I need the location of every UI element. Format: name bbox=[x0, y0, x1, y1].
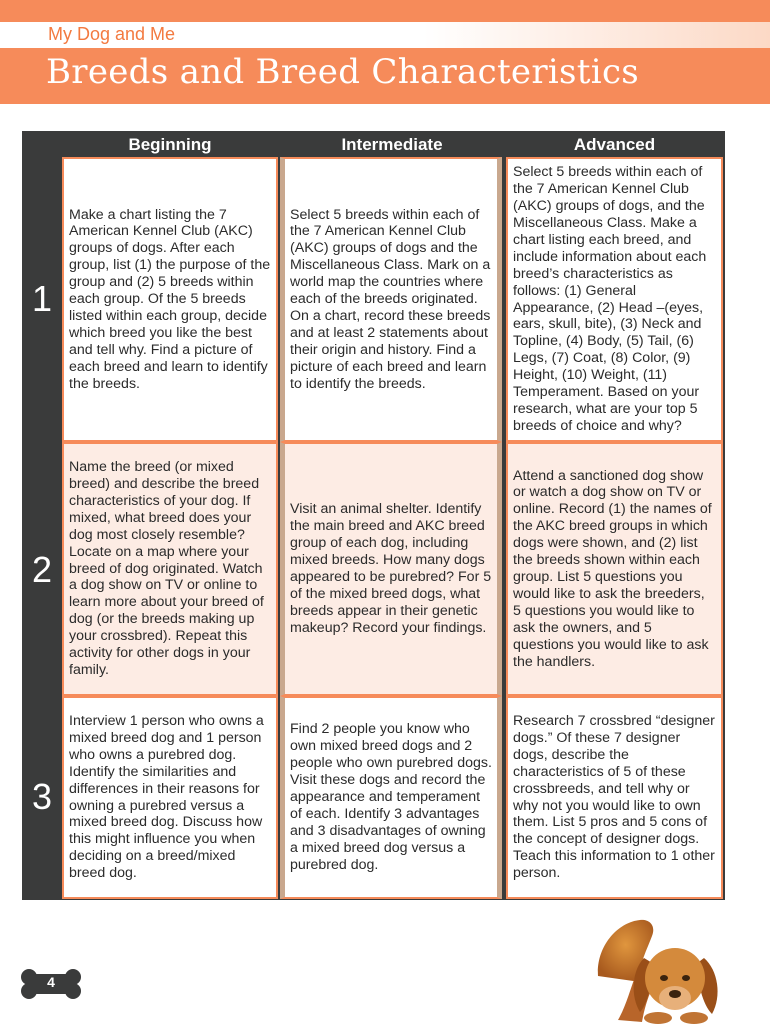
table-cell: Interview 1 person who owns a mixed breed dog and 1 person who owns a purebred dog. Identify the similarities and differences in their reasons for owning a purebred versus a mixed breed dog. Discuss how this might influence you when deciding on a breed/mixed breed dog. bbox=[62, 696, 278, 899]
table-cell: Attend a sanctioned dog show or watch a dog show on TV or online. Record (1) the names of the AKC breed groups in which dogs were shown, and (2) list the breeds shown within each group. List 5 questions you would like to ask the breeders, 5 questions you would like to ask the owners, and 5 questions you would like to ask the handlers. bbox=[506, 442, 723, 696]
row-number: 1 bbox=[31, 278, 53, 319]
header-top-strip bbox=[0, 0, 770, 22]
column-header-advanced: Advanced bbox=[573, 135, 656, 154]
row-number: 3 bbox=[31, 776, 53, 817]
table-cell: Select 5 breeds within each of the 7 American Kennel Club (AKC) groups of dogs and the Miscellaneous Class. Mark on a world map the countries where each of the breeds originated. On a chart, record these breeds and at least 2 statements about their origin and history. Find a picture of each breed and learn to identify the breeds. bbox=[280, 157, 502, 442]
table-cell: Visit an animal shelter. Identify the main breed and AKC breed group of each dog, including mixed breeds. How many dogs appeared to be purebred? For 5 of the mixed breed dogs, what breeds appear in their genetic makeup? Record your findings. bbox=[280, 442, 502, 696]
table-cell: Name the breed (or mixed breed) and describe the breed characteristics of your dog. If mixed, what breed does your dog most closely resemble? Locate on a map where your breed of dog originated. Watch a dog show on TV or online to learn more about your breed of dog (or the breeds making up your crossbred). Repeat this activity for other dogs in your family. bbox=[62, 442, 278, 696]
row-number: 2 bbox=[31, 549, 53, 590]
section-subtitle: My Dog and Me bbox=[48, 24, 176, 44]
table-cell: Research 7 crossbred “designer dogs.” Of these 7 designer dogs, describe the characteristics of 5 of these crossbreeds, and tell why or why not you would like to own them. List 5 pros and 5 cons of the concept of designer dogs. Teach this information to 1 other person. bbox=[506, 696, 723, 899]
table-cell: Select 5 breeds within each of the 7 American Kennel Club (AKC) groups of dogs, and the Miscellaneous Class. Make a chart listing each breed, and include information about each breed’s characteristics as follows: (1) General Appearance, (2) Head –(eyes, ears, skull, bite), (3) Neck and Topline, (4) Body, (5) Tail, (6) Legs, (7) Coat, (8) Color, (9) Height, (10) Weight, (11) Temperament. Based on your research, what are your top 5 breeds of choice and why? bbox=[506, 157, 723, 442]
column-header-intermediate: Intermediate bbox=[341, 135, 443, 154]
table-cell: Find 2 people you know who own mixed breed dogs and 2 people who own purebred dogs. Visit these dogs and record the appearance and temperament of each. Identify 3 advantages and 3 disadvantages of owning a mixed breed dog versus a purebred dog. bbox=[280, 696, 502, 899]
table-cell: Make a chart listing the 7 American Kennel Club (AKC) groups of dogs. After each group, list (1) the purpose of the group and (2) 5 breeds within each group. Of the 5 breeds listed within each group, decide which breed you like the best and tell why. Find a picture of each breed and learn to identify the breeds. bbox=[62, 157, 278, 442]
page-number: 4 bbox=[47, 974, 55, 990]
column-header-beginning: Beginning bbox=[128, 135, 212, 154]
page-title: Breeds and Breed Characteristics bbox=[46, 52, 640, 92]
dog-illustration bbox=[578, 916, 728, 1024]
